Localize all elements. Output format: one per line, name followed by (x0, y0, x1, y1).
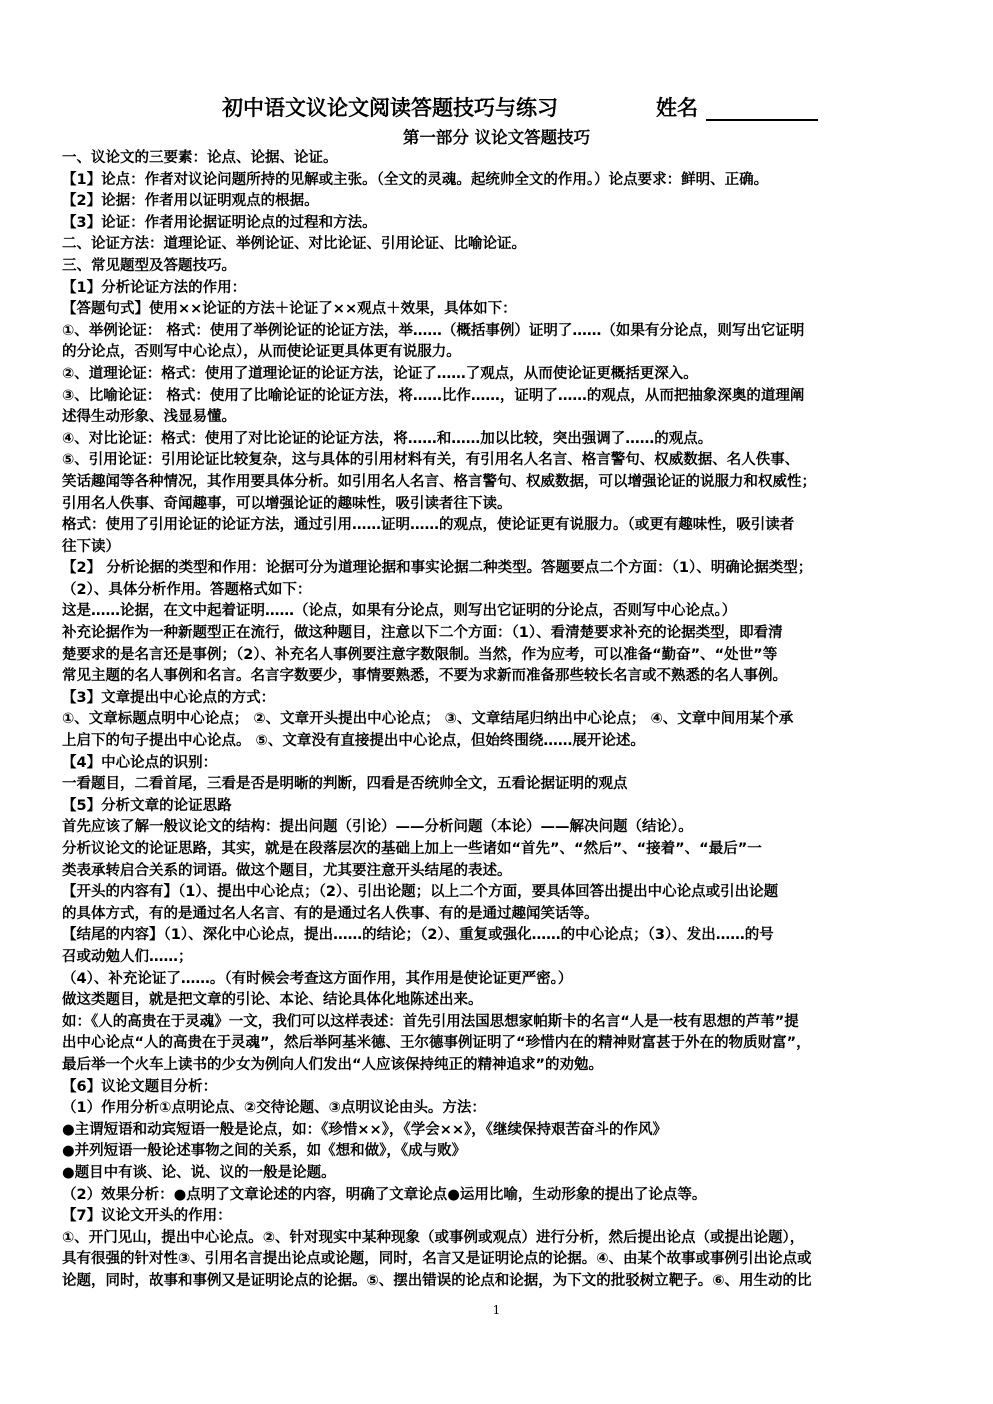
text-line: 召或动勉人们……； (62, 948, 193, 965)
text-line: 【6】议论文题目分析： (62, 1078, 218, 1095)
text-line: 【1】论点：作者对议论问题所持的见解或主张。（全文的灵魂。起统帅全文的作用。）论点要求：鲜明、正确。 (62, 171, 769, 188)
text-line: 【2】 分析论据的类型和作用：论据可分为道理论据和事实论据二种类型。答题要点二个方面：（1）、明确论据类型； (62, 560, 813, 577)
text-line: 【开头的内容有】（1）、提出中心论点；（2）、引出论题；以上二个方面，要具体回答出提出中心论点或引出论题 (62, 884, 779, 901)
text-line: ②、道理论证：格式：使用了道理论证的论证方法，论证了……了观点，从而使论证更概括更深入。 (62, 365, 698, 382)
text-line: 这是……论据，在文中起着证明……（论点，如果有分论点，则写出它证明的分论点，否则写中心论点。） (62, 603, 737, 620)
text-line: 具有很强的针对性③、引用名言提出论点或论题，同时，名言又是证明论点的论据。④、由某个故事或事例引出论点或 (62, 1251, 812, 1268)
text-line: 做这类题目，就是把文章的引论、本论、结论具体化地陈述出来。 (62, 992, 483, 1009)
text-line: 引用名人佚事、奇闻趣事，可以增强论证的趣味性，吸引读者往下读。 (62, 495, 512, 512)
section-subtitle: 第一部分 议论文答题技巧 (402, 128, 591, 147)
text-line: 三、常见题型及答题技巧。 (62, 257, 236, 274)
text-line: 论题，同时，故事和事例又是证明论点的论据。⑤、摆出错误的论点和论据，为下文的批驳树立靶子。⑥、用生动的比 (62, 1272, 812, 1289)
text-line: ●主谓短语和动宾短语一般是论点，如：《珍惜××》，《学会××》，《继续保持艰苦奋斗的作风》 (62, 1121, 667, 1138)
text-line: 二、论证方法：道理论证、举例论证、对比论证、引用论证、比喻论证。 (62, 236, 526, 253)
text-line: （2）效果分析：●点明了文章论述的内容，明确了文章论点●运用比喻，生动形象的提出了论点等。 (62, 1186, 707, 1203)
document-body (62, 148, 932, 1292)
text-line: 【5】分析文章的论证思路 (62, 797, 232, 814)
text-line: 补充论据作为一种新题型正在流行，做这种题目，注意以下二个方面：（1）、看清楚要求补充的论据类型，即看清 (62, 625, 783, 642)
text-line: ①、举例论证： 格式：使用了举例论证的论证方法，举……（概括事例）证明了……（如果有分论点，则写出它证明 (62, 322, 805, 339)
text-line: 【1】分析论证方法的作用： (62, 279, 247, 296)
name-label: 姓名 (656, 95, 698, 120)
text-line: 【7】议论文开头的作用： (62, 1208, 232, 1225)
document-title: 初中语文议论文阅读答题技巧与练习 (222, 95, 558, 120)
text-line: 出中心论点“人的高贵在于灵魂”，然后举阿基米德、王尔德事例证明了“珍惜内在的精神财富甚于外在的物质财富”， (62, 1035, 811, 1052)
text-line: ③、比喻论证： 格式：使用了比喻论证的论证方法，将……比作……，证明了……的观点，从而把抽象深奥的道理阐 (62, 387, 805, 404)
text-line: 【答题句式】使用××论证的方法＋论证了××观点＋效果，具体如下： (62, 301, 517, 318)
name-blank-line (706, 119, 818, 121)
text-line: 格式：使用了引用论证的论证方法，通过引用……证明……的观点，使论证更有说服力。（或更有趣味性，吸引读者 (62, 517, 795, 534)
text-line: 如：《人的高贵在于灵魂》一文，我们可以这样表述：首先引用法国思想家帕斯卡的名言“人是一枝有思想的芦苇”提 (62, 1013, 799, 1030)
text-line: ●题目中有谈、论、说、议的一般是论题。 (62, 1164, 336, 1181)
title-row (222, 92, 862, 126)
text-line: 上启下的句子提出中心论点。 ⑤、文章没有直接提出中心论点，但始终围绕……展开论述。 (62, 733, 645, 750)
text-line: 的具体方式，有的是通过名人名言、有的是通过名人佚事、有的是通过趣闻笑话等。 (62, 905, 599, 922)
text-line: 【结尾的内容】（1）、深化中心论点，提出……的结论；（2）、重复或强化……的中心论点；（3）、发出……的号 (62, 927, 774, 944)
text-line: ④、对比论证：格式：使用了对比论证的论证方法，将……和……加以比较，突出强调了……的观点。 (62, 430, 713, 447)
text-line: 常见主题的名人事例和名言。名言字数要少，事情要熟悉，不要为求新而准备那些较长名言或不熟悉的名人事例。 (62, 668, 787, 685)
text-line: 笑话趣闻等各种情况，其作用要具体分析。如引用名人名言、格言警句、权威数据，可以增强论证的说服力和权威性； (62, 473, 816, 490)
text-line: 最后举一个火车上读书的少女为例向人们发出“人应该保持纯正的精神追求”的劝勉。 (62, 1056, 604, 1073)
text-line: 【3】文章提出中心论点的方式： (62, 689, 276, 706)
text-line: （1）作用分析①点明论点、②交待论题、③点明议论由头。方法： (62, 1100, 486, 1117)
text-line: 【3】论证：作者用论据证明论点的过程和方法。 (62, 214, 377, 231)
text-line: 述得生动形象、浅显易懂。 (62, 409, 236, 426)
page-number: 1 (492, 1303, 501, 1317)
text-line: 一看题目，二看首尾，三看是否是明晰的判断，四看是否统帅全文，五看论据证明的观点 (62, 776, 628, 793)
text-line: （2）、具体分析作用。答题格式如下： (62, 581, 312, 598)
text-line: 类表承转启合关系的词语。做这个题目，尤其要注意开头结尾的表述。 (62, 862, 512, 879)
text-line: ①、开门见山，提出中心论点。②、针对现实中某种现象（或事例或观点）进行分析，然后提出论点（或提出论题）， (62, 1229, 805, 1246)
text-line: 分析议论文的论证思路，其实，就是在段落层次的基础上加上一些诸如“首先”、“然后”、“接着”、“最后”一 (62, 841, 762, 857)
text-line: ①、文章标题点明中心论点； ②、文章开头提出中心论点； ③、文章结尾归纳出中心论点； ④、文章中间用某个承 (62, 711, 794, 728)
text-line: 一、议论文的三要素：论点、论据、论证。 (62, 150, 338, 166)
text-line: ●并列短语一般论述事物之间的关系，如《想和做》，《成与败》 (62, 1143, 467, 1160)
text-line: ⑤、引用论证：引用论证比较复杂，这与具体的引用材料有关，有引用名人名言、格言警句、权威数据、名人佚事、 (62, 452, 800, 469)
text-line: 首先应该了解一般议论文的结构：提出问题（引论）——分析问题（本论）——解决问题（结论）。 (62, 819, 693, 836)
text-line: 楚要求的是名言还是事例；（2）、补充名人事例要注意字数限制。当然，作为应考，可以准备“勤奋”、“处世”等 (62, 646, 778, 663)
text-line: 的分论点，否则写中心论点），从而使论证更具体更有说服力。 (62, 344, 461, 361)
text-line: 往下读） (62, 538, 120, 555)
text-line: 【4】中心论点的识别： (62, 754, 218, 771)
text-line: （4）、补充论证了……。（有时候会考查这方面作用，其作用是使论证更严密。） (62, 970, 573, 987)
text-line: 【2】论据：作者用以证明观点的根据。 (62, 193, 319, 210)
